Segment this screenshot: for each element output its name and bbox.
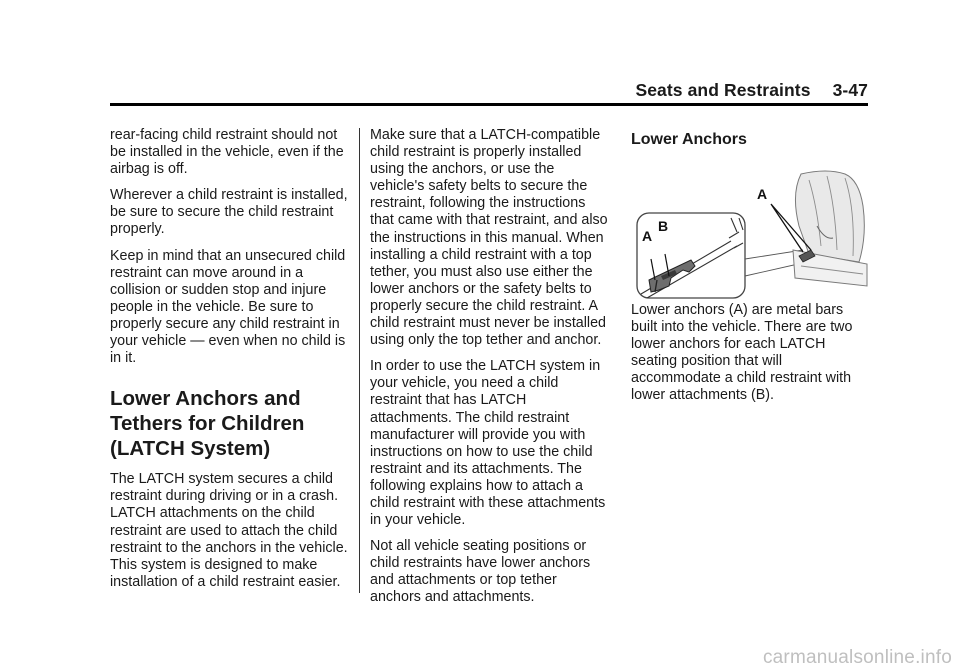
page-number: 3-47: [832, 80, 868, 100]
paragraph: Wherever a child restraint is installed, be sure to secure the child restraint properly.: [110, 187, 348, 238]
watermark: carmanualsonline.info: [762, 647, 952, 668]
lower-anchors-illustration: [631, 166, 869, 302]
paragraph: Make sure that a LATCH-compatible child restraint is properly installed using the anchors, or use the vehicle's safety belts to secure the restraint, following the instructions that came with that restraint, and also the instructions in this manual. When installing a child restraint with a top tether, you must also use either the lower anchors or the safety belts to properly secure the child restraint. A child restraint must never be installed using only the top tether and anchor.: [370, 127, 608, 349]
column-middle: [370, 127, 610, 616]
car-seat-latch-illustration: [631, 166, 869, 302]
column-divider: [359, 128, 360, 593]
subsection-heading: Lower Anchors: [631, 131, 747, 148]
paragraph: rear-facing child restraint should not be installed in the vehicle, even if the airbag is off.: [110, 127, 344, 178]
label-b: B: [658, 218, 669, 234]
paragraph: Keep in mind that an unsecured child restraint can move around in a collision or sudden stop and injure people in the vehicle. Be sure to properly secure any child restraint in your vehicle — even when no child is in it.: [110, 247, 346, 367]
section-title: Seats and Restraints: [635, 80, 811, 100]
paragraph: In order to use the LATCH system in your vehicle, you need a child restraint that has LATCH attachments. The child restraint manufacturer will provide you with instructions on how to use the child restraint and its attachments. The following explains how to attach a child restraint with these attachments in your vehicle.: [370, 358, 606, 529]
paragraph: Lower anchors (A) are metal bars built into the vehicle. There are two lower anchors for each LATCH seating position that will accommodate a child restraint with lower attachments (B).: [631, 302, 853, 404]
paragraph: Not all vehicle seating positions or child restraints have lower anchors and attachments or top tether anchors and attachments.: [370, 538, 591, 606]
label-a-left: A: [642, 228, 653, 244]
header-rule: [110, 103, 868, 106]
column-left: [110, 127, 348, 600]
label-a-top: A: [757, 186, 768, 202]
section-heading: Lower Anchors and Tethers for Children (LATCH System): [110, 387, 305, 461]
page-header: [110, 80, 868, 102]
paragraph: The LATCH system secures a child restraint during driving or in a crash. LATCH attachments on the child restraint are used to attach the child restraint to the anchors in the vehicle. This system is designed to make installation of a child restraint easier.: [110, 471, 348, 590]
